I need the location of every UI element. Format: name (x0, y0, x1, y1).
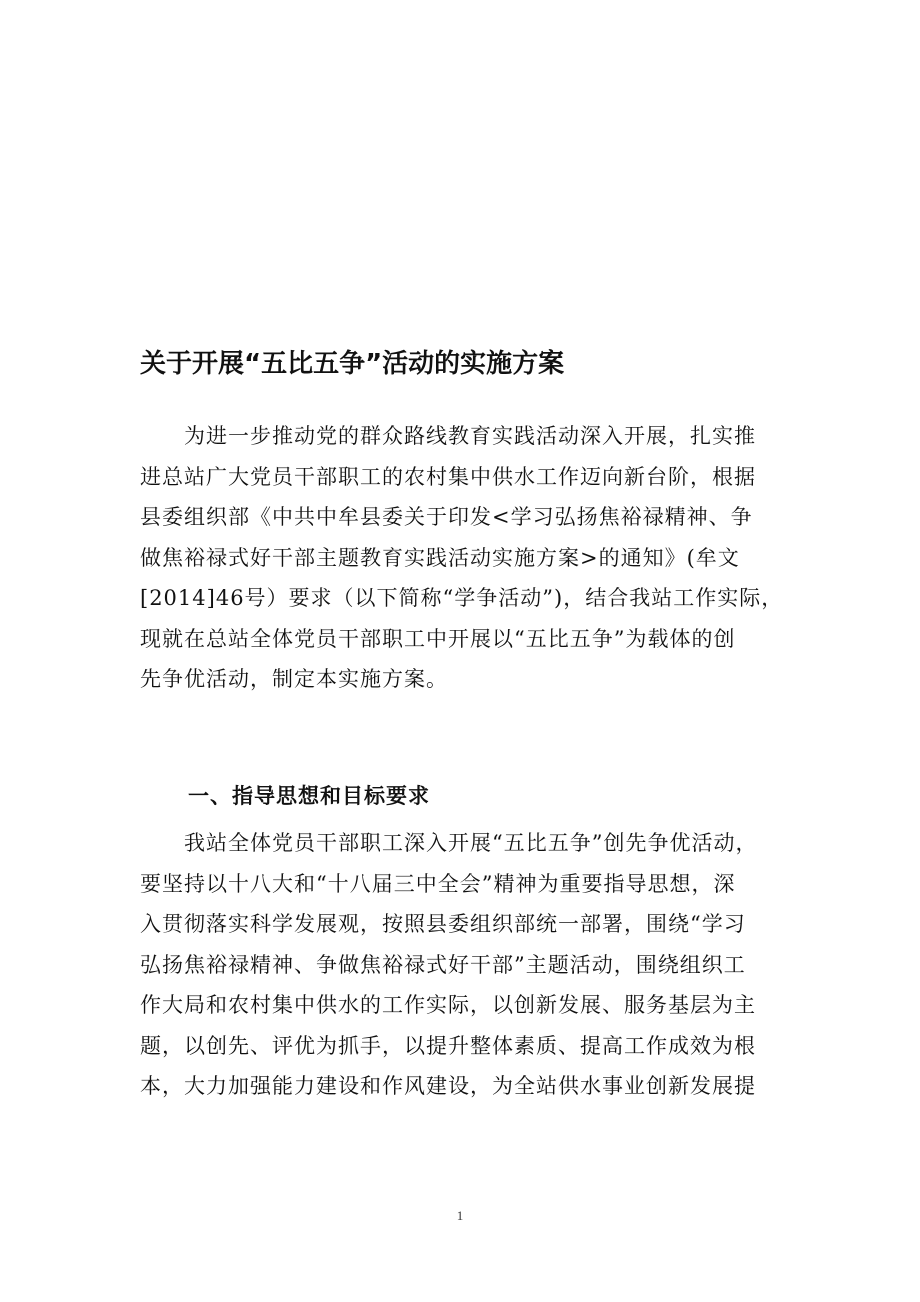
paragraph-line: 弘扬焦裕禄精神、争做焦裕禄式好干部”主题活动，围绕组织工 (140, 952, 746, 977)
paragraph-line: [2014]46号）要求（以下简称“学争活动”)，结合我站工作实际， (140, 586, 784, 610)
paragraph-line: 进总站广大党员干部职工的农村集中供水工作迈向新台阶，根据 (140, 464, 756, 489)
section-heading: 一、指导思想和目标要求 (188, 784, 430, 808)
paragraph-line: 入贯彻落实科学发展观，按照县委组织部统一部署，围绕“学习 (140, 912, 746, 936)
section-paragraph (140, 823, 820, 1107)
paragraph-line: 现就在总站全体党员干部职工中开展以“五比五争”为载体的创 (140, 626, 736, 651)
paragraph-line: 题，以创先、评优为抓手，以提升整体素质、提高工作成效为根 (140, 1033, 756, 1058)
paragraph-line: 作大局和农村集中供水的工作实际，以创新发展、服务基层为主 (140, 993, 756, 1017)
paragraph-line: 县委组织部《中共中牟县委关于印发<学习弘扬焦裕禄精神、争 (140, 505, 753, 529)
intro-paragraph (140, 416, 820, 700)
paragraph-line: 做焦裕禄式好干部主题教育实践活动实施方案>的通知》(牟文 (140, 545, 740, 570)
paragraph-line: 我站全体党员干部职工深入开展“五比五争”创先争优活动， (184, 831, 758, 855)
paragraph-line: 本，大力加强能力建设和作风建设，为全站供水事业创新发展提 (140, 1074, 756, 1098)
page-number: 1 (456, 1208, 464, 1223)
document-title: 关于开展“五比五争”活动的实施方案 (140, 349, 565, 379)
paragraph-line: 先争优活动，制定本实施方案。 (140, 667, 448, 691)
paragraph-line: 要坚持以十八大和“十八届三中全会”精神为重要指导思想，深 (140, 871, 736, 896)
paragraph-line: 为进一步推动党的群众路线教育实践活动深入开展，扎实推 (184, 424, 756, 448)
